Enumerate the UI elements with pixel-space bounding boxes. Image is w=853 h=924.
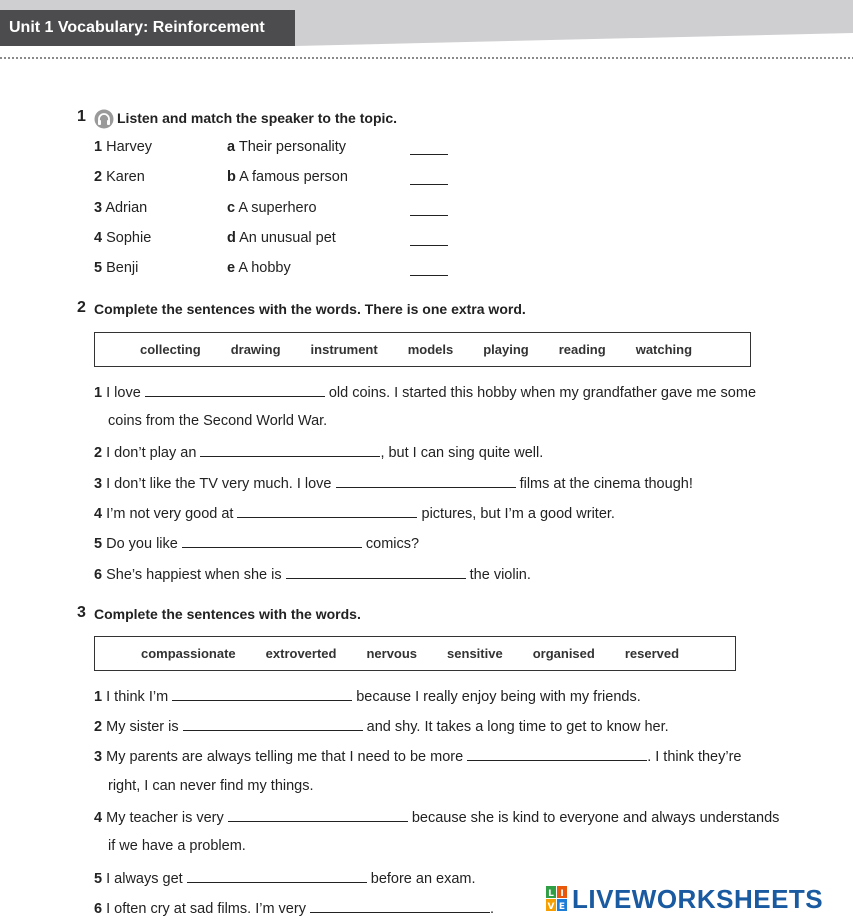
q2-sentence-cont: coins from the Second World War. <box>108 413 328 429</box>
answer-line[interactable] <box>183 717 363 731</box>
q2-number: 2 <box>77 299 86 316</box>
q1-topic: b A famous person <box>227 169 348 185</box>
page-title: Unit 1 Vocabulary: Reinforcement <box>0 10 295 46</box>
q1-topic: a Their personality <box>227 139 347 155</box>
answer-line[interactable] <box>237 504 417 518</box>
q1-topic: d An unusual pet <box>227 230 336 246</box>
q3-sentence: 1 I think I’m because I really enjoy being with my friends. <box>94 689 641 705</box>
q3-sentence: 4 My teacher is very because she is kind to everyone and always understands <box>94 810 780 826</box>
q3-sentence-cont: right, I can never find my things. <box>108 778 314 794</box>
word-chip: sensitive <box>447 646 503 661</box>
word-chip: nervous <box>366 646 418 661</box>
svg-text:V: V <box>547 902 555 912</box>
q1-topic: e A hobby <box>227 260 291 276</box>
q2-sentence: 5 Do you like comics? <box>94 536 420 552</box>
q1-instruction: Listen and match the speaker to the topic. <box>117 110 398 126</box>
dotted-divider <box>0 56 853 60</box>
q1-topic: c A superhero <box>227 200 317 216</box>
word-chip: compassionate <box>141 646 236 661</box>
svg-text:E: E <box>558 902 566 912</box>
q3-instruction: Complete the sentences with the words. <box>94 606 361 622</box>
word-chip: organised <box>532 646 595 661</box>
word-chip: models <box>407 342 454 357</box>
q3-number: 3 <box>77 604 86 621</box>
q2-word-box <box>94 332 751 367</box>
answer-blank[interactable] <box>410 261 448 276</box>
word-chip: instrument <box>310 342 378 357</box>
q3-sentence-cont: if we have a problem. <box>108 838 246 854</box>
logo-text: LIVEWORKSHEETS <box>572 883 824 914</box>
q3-sentence: 3 My parents are always telling me that I need to be more . I think they’re <box>94 749 742 765</box>
answer-line[interactable] <box>172 687 352 701</box>
q2-instruction: Complete the sentences with the words. There is one extra word. <box>94 301 526 317</box>
q1-speaker: 1 Harvey <box>94 139 153 155</box>
q1-speaker: 2 Karen <box>94 169 145 185</box>
q3-sentence: 5 I always get before an exam. <box>94 871 476 887</box>
answer-line[interactable] <box>145 383 325 397</box>
q2-sentence: 3 I don’t like the TV very much. I love films at the cinema though! <box>94 476 693 492</box>
q2-sentence: 6 She’s happiest when she is the violin. <box>94 567 531 583</box>
svg-text:L: L <box>548 889 554 899</box>
q3-word-box <box>94 636 736 671</box>
q2-sentence: 1 I love old coins. I started this hobby when my grandfather gave me some <box>94 385 757 401</box>
answer-blank[interactable] <box>410 231 448 246</box>
svg-text:I: I <box>560 889 564 899</box>
q1-speaker: 3 Adrian <box>94 200 148 216</box>
q2-sentence: 2 I don’t play an , but I can sing quite well. <box>94 445 544 461</box>
word-chip: drawing <box>230 342 281 357</box>
logo-badge-icon <box>546 886 568 912</box>
answer-line[interactable] <box>336 474 516 488</box>
word-chip: playing <box>483 342 529 357</box>
headphones-icon[interactable] <box>94 109 114 129</box>
answer-line[interactable] <box>467 747 647 761</box>
answer-line[interactable] <box>187 869 367 883</box>
q3-sentence: 2 My sister is and shy. It takes a long time to get to know her. <box>94 719 669 735</box>
answer-line[interactable] <box>286 565 466 579</box>
answer-line[interactable] <box>200 443 380 457</box>
answer-blank[interactable] <box>410 170 448 185</box>
word-chip: reserved <box>624 646 680 661</box>
answer-blank[interactable] <box>410 201 448 216</box>
answer-line[interactable] <box>310 899 490 913</box>
word-chip: collecting <box>140 342 201 357</box>
q1-speaker: 5 Benji <box>94 260 139 276</box>
q2-sentence: 4 I’m not very good at pictures, but I’m a good writer. <box>94 506 615 522</box>
q3-sentence: 6 I often cry at sad films. I’m very . <box>94 901 494 917</box>
answer-line[interactable] <box>228 808 408 822</box>
word-chip: watching <box>635 342 693 357</box>
word-chip: reading <box>558 342 606 357</box>
q1-speaker: 4 Sophie <box>94 230 152 246</box>
q1-number: 1 <box>77 108 86 125</box>
liveworksheets-logo[interactable] <box>546 884 823 914</box>
answer-blank[interactable] <box>410 140 448 155</box>
answer-line[interactable] <box>182 534 362 548</box>
word-chip: extroverted <box>265 646 337 661</box>
